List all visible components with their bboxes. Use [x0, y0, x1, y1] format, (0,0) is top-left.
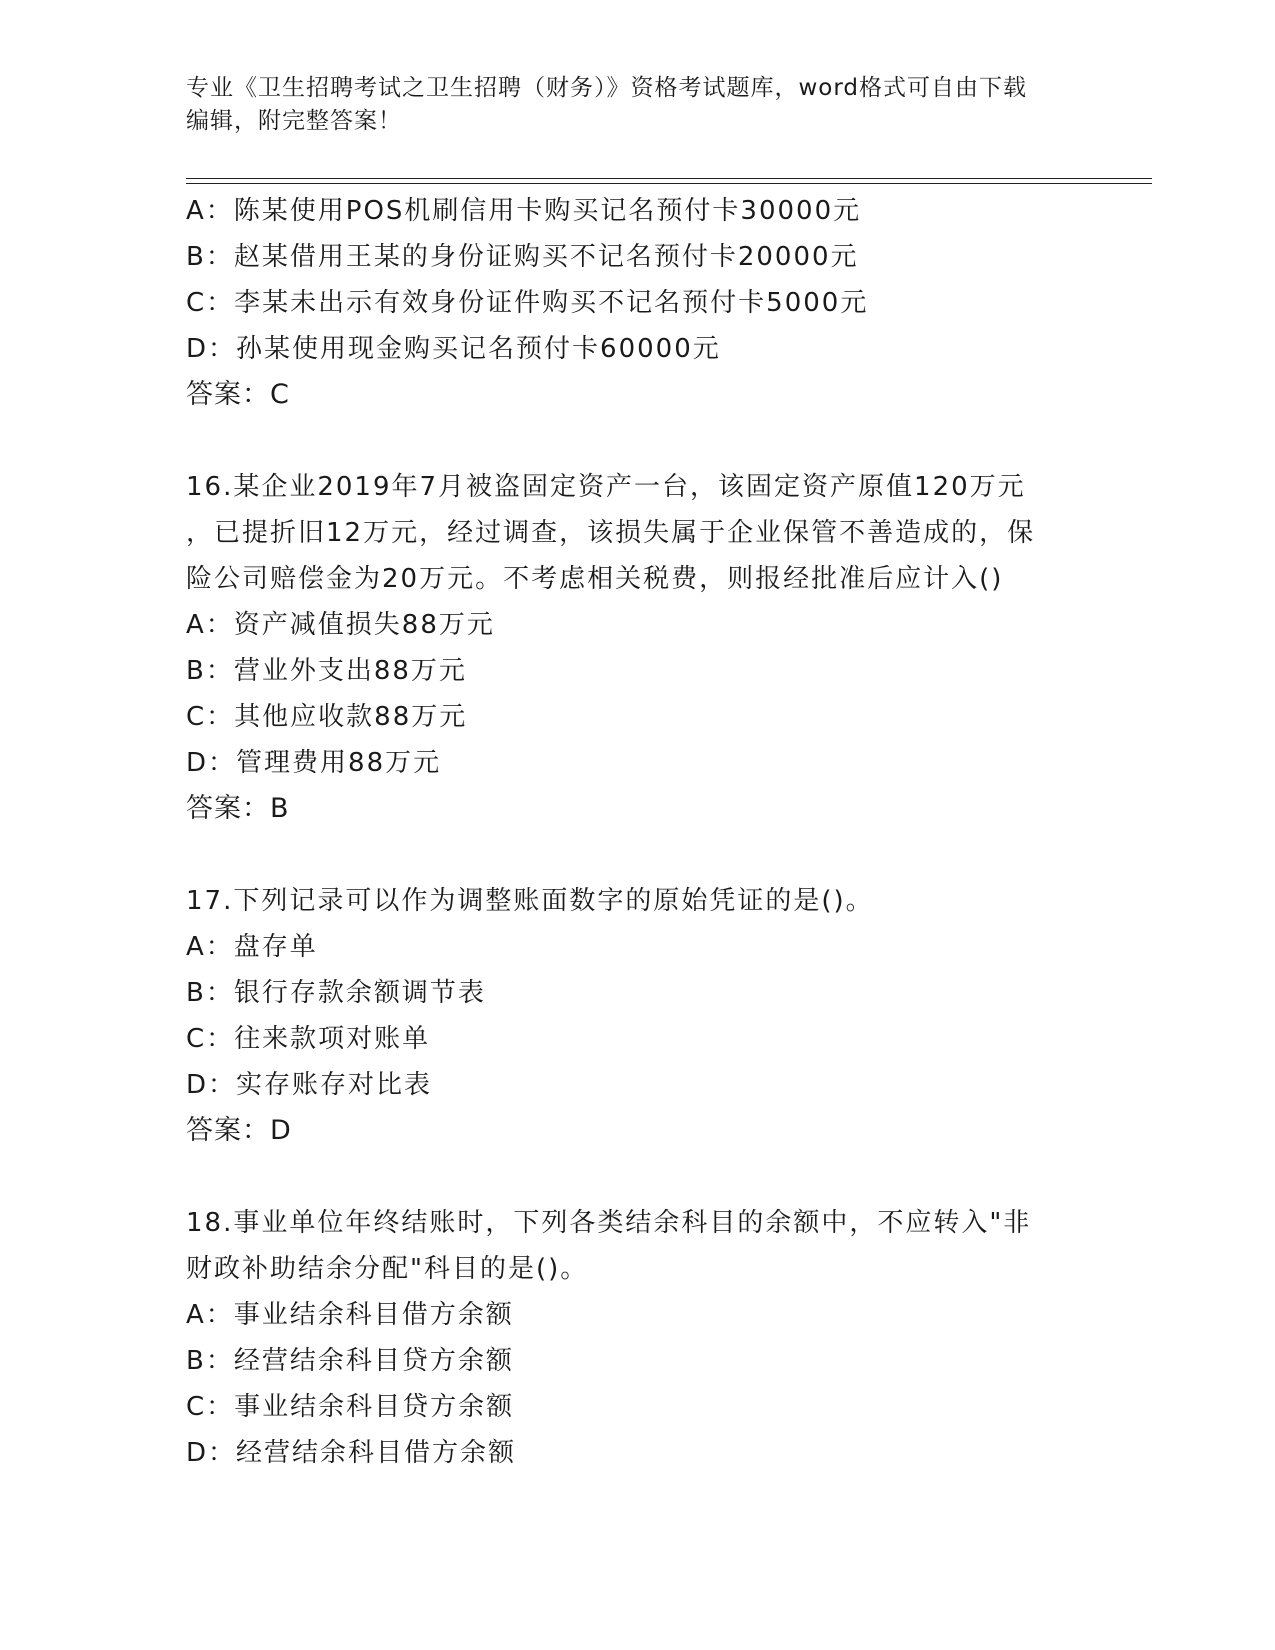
- option-d: D：管理费用88万元: [186, 748, 442, 778]
- document-header: [186, 72, 1086, 138]
- answer: 答案：B: [186, 793, 290, 824]
- option-c: C：李某未出示有效身份证件购买不记名预付卡5000元: [186, 288, 869, 318]
- option-b: B：营业外支出88万元: [186, 656, 467, 686]
- option-b: B：经营结余科目贷方余额: [186, 1346, 514, 1376]
- stem-line-1: 16.某企业2019年7月被盗固定资产一台，该固定资产原值120万元: [186, 472, 1026, 502]
- question-18: [186, 1200, 1086, 1476]
- stem-line-1: 18.事业单位年终结账时，下列各类结余科目的余额中，不应转入"非: [186, 1208, 1032, 1238]
- option-c: C：事业结余科目贷方余额: [186, 1392, 515, 1422]
- stem-line-2: ，已提折旧12万元，经过调查，该损失属于企业保管不善造成的，保: [186, 518, 1036, 548]
- option-d: D：实存账存对比表: [186, 1070, 433, 1100]
- spacer: [186, 832, 1086, 878]
- stem-line-1: 17.下列记录可以作为调整账面数字的原始凭证的是()。: [186, 886, 874, 916]
- option-b: B：赵某借用王某的身份证购买不记名预付卡20000元: [186, 242, 859, 272]
- option-a: A：事业结余科目借方余额: [186, 1300, 514, 1330]
- option-a: A：资产减值损失88万元: [186, 610, 495, 640]
- header-divider-bottom: [186, 183, 1152, 184]
- option-a: A：陈某使用POS机刷信用卡购买记名预付卡30000元: [186, 196, 862, 226]
- stem-line-2: 财政补助结余分配"科目的是()。: [186, 1254, 589, 1284]
- question-16: [186, 464, 1086, 832]
- stem-line-3: 险公司赔偿金为20万元。不考虑相关税费，则报经批准后应计入(): [186, 564, 1004, 594]
- option-d: D：经营结余科目借方余额: [186, 1438, 517, 1468]
- question-stem: [186, 464, 1086, 602]
- question-stem: [186, 1200, 1086, 1292]
- option-c: C：其他应收款88万元: [186, 702, 468, 732]
- spacer: [186, 418, 1086, 464]
- spacer: [186, 1154, 1086, 1200]
- question-stem: [186, 878, 1086, 924]
- question-15: [186, 188, 1086, 418]
- option-a: A：盘存单: [186, 932, 318, 962]
- option-b: B：银行存款余额调节表: [186, 978, 486, 1008]
- question-17: [186, 878, 1086, 1154]
- answer: 答案：D: [186, 1115, 292, 1146]
- header-line-2: 编辑，附完整答案！: [186, 108, 402, 134]
- answer: 答案：C: [186, 379, 290, 410]
- option-d: D：孙某使用现金购买记名预付卡60000元: [186, 334, 721, 364]
- option-c: C：往来款项对账单: [186, 1024, 431, 1054]
- question-list: [186, 188, 1086, 1476]
- header-line-1: 专业《卫生招聘考试之卫生招聘（财务）》资格考试题库，word格式可自由下载: [186, 75, 1028, 101]
- header-divider-top: [186, 178, 1152, 179]
